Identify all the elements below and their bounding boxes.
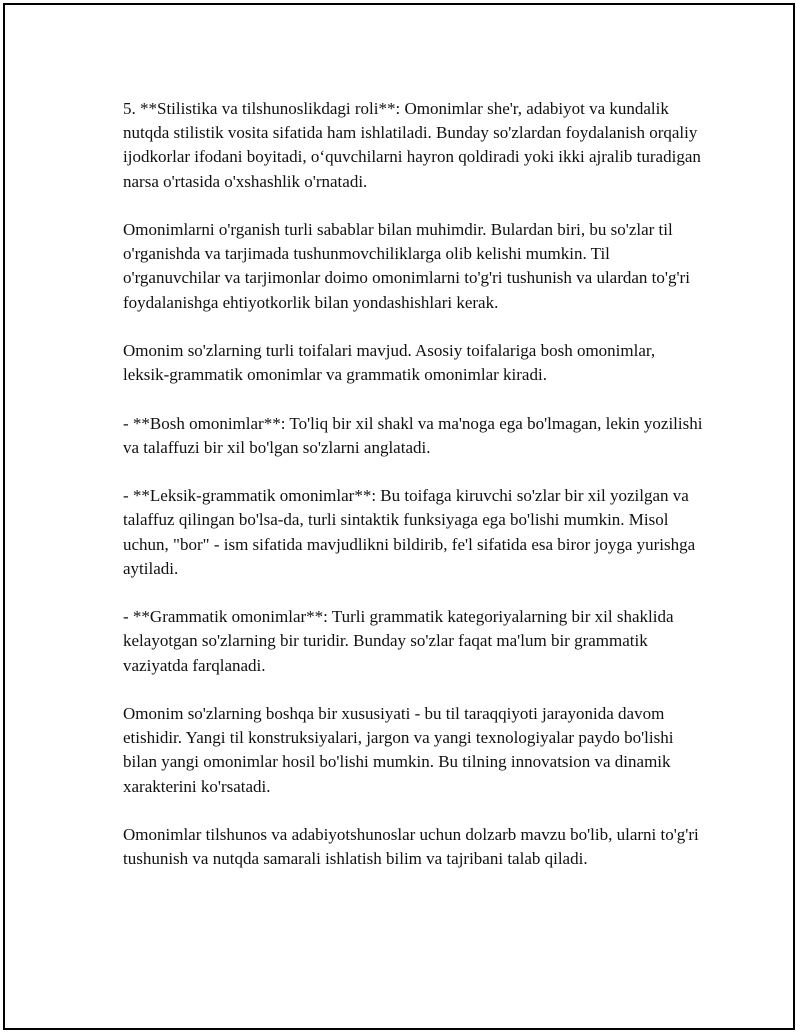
paragraph-lexical-grammatical-homonyms: - **Leksik-grammatik omonimlar**: Bu toifaga kiruvchi so'zlar bir xil yozilgan va talaffuz qilingan bo'lsa-da, turli sintaktik funksiyaga ega bo'lishi mumkin. Misol uchun, "bor" - ism sifatida mavjudlikni bildirib, fe'l sifatida esa biror joyga yurishga aytiladi. xyxy=(123,486,696,578)
paragraph-importance: Omonimlarni o'rganish turli sabablar bilan muhimdir. Bulardan biri, bu so'zlar til o'rganishda va tarjimada tushunmovchiliklarga olib kelishi mumkin. Til o'rganuvchilar va tarjimonlar doimo omonimlarni to'g'ri tushunish va ulardan to'g'ri foydalanishga ehtiyotkorlik bilan yondashishlari kerak. xyxy=(123,220,690,312)
paragraph-main-homonyms: - **Bosh omonimlar**: To'liq bir xil shakl va ma'noga ega bo'lmagan, lekin yozilishi va talaffuzi bir xil bo'lgan so'zlarni anglatadi. xyxy=(123,413,703,457)
page-frame xyxy=(3,3,795,1030)
paragraph-language-development: Omonim so'zlarning boshqa bir xususiyati - bu til taraqqiyoti jarayonida davom etishidir. Yangi til konstruksiyalari, jargon va yangi texnologiyalar paydo bo'lishi bilan yangi omonimlar hosil bo'lishi mumkin. Bu tilning innovatsion va dinamik xarakterini ko'rsatadi. xyxy=(123,703,674,796)
paragraph-categories: Omonim so'zlarning turli toifalari mavjud. Asosiy toifalariga bosh omonimlar, leksik-grammatik omonimlar va grammatik omonimlar kiradi. xyxy=(123,341,656,385)
document-body xyxy=(123,97,703,896)
paragraph-stylistics: 5. **Stilistika va tilshunoslikdagi roli**: Omonimlar she'r, adabiyot va kundalik nutqda stilistik vosita sifatida ham ishlatiladi. Bunday so'zlardan foydalanish orqaliy ijodkorlar ifodani boyitadi, o‘quvchilarni hayron qoldiradi yoki ikki ajralib turadigan narsa o'rtasida o'xshashlik o'rnatadi. xyxy=(123,99,701,191)
paragraph-grammatical-homonyms: - **Grammatik omonimlar**: Turli grammatik kategoriyalarning bir xil shaklida kelayotgan so'zlarning bir turidir. Bunday so'zlar faqat ma'lum bir grammatik vaziyatda farqlanadi. xyxy=(123,607,674,675)
paragraph-conclusion: Omonimlar tilshunos va adabiyotshunoslar uchun dolzarb mavzu bo'lib, ularni to'g'ri tushunish va nutqda samarali ishlatish bilim va tajribani talab qiladi. xyxy=(123,824,699,869)
